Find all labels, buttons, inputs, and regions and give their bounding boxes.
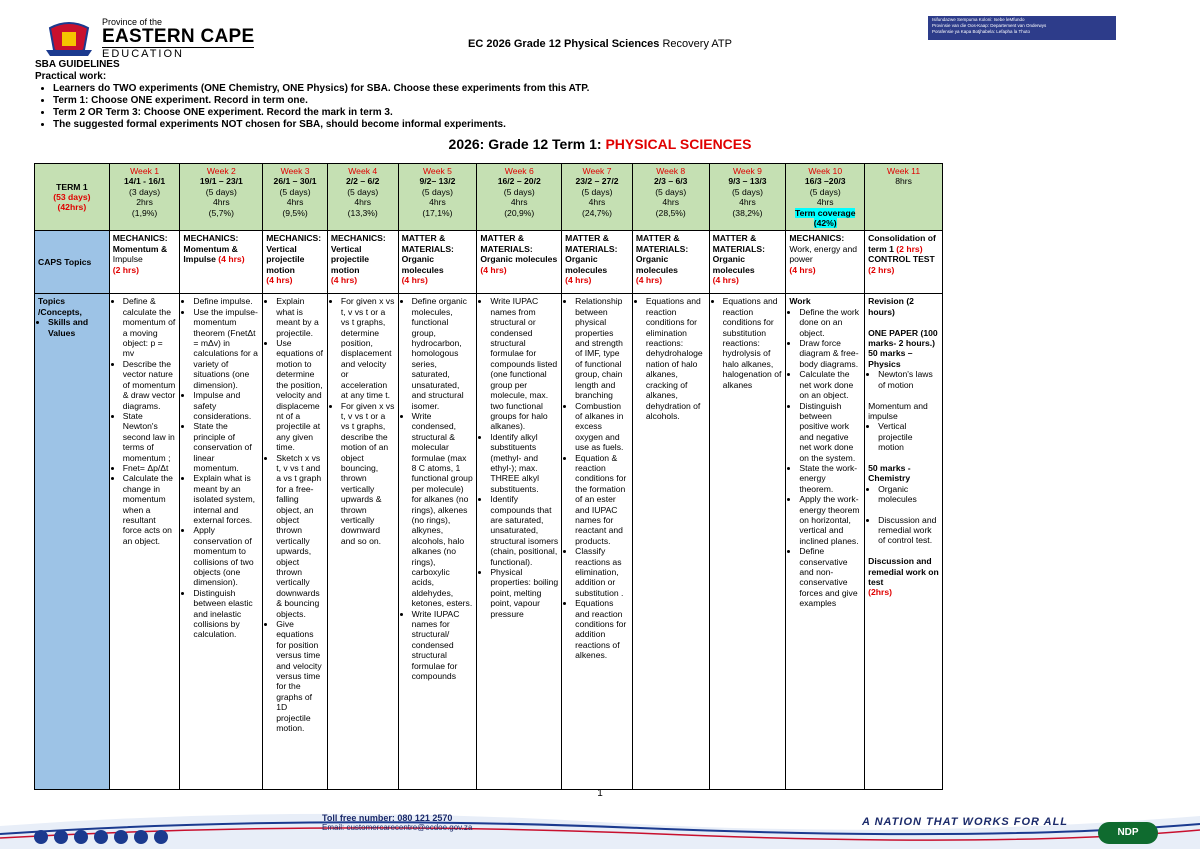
ndp-logo: NDP xyxy=(1098,822,1158,844)
topic-item: • Organic molecules xyxy=(878,484,939,505)
one-paper-label: ONE PAPER (100 marks- 2 hours.) xyxy=(868,327,938,349)
week-pct: (24,7%) xyxy=(581,207,613,218)
week-pct: (20,9%) xyxy=(504,207,535,218)
week-pct: (1,9%) xyxy=(131,207,158,218)
topics-cell-week xyxy=(562,294,633,790)
topic-item: • Relationship between physical properties and strength of IMF, type of functional group, chain length and branching xyxy=(575,296,629,400)
topic-item: • State the principle of conservation of linear momentum. xyxy=(193,421,259,473)
topic-item: • Equations and reaction conditions for addition reactions of alkenes. xyxy=(575,598,629,660)
topic-item: • Write IUPAC names for structural/ condensed structural formulae for compounds xyxy=(412,609,474,682)
nation-slogan: A NATION THAT WORKS FOR ALL xyxy=(862,816,1069,828)
caps-topic-hrs: (4 hrs) xyxy=(215,254,245,265)
week-label: Week 7 xyxy=(582,166,612,176)
x-icon[interactable] xyxy=(154,830,168,844)
term-coverage: Term coverage (42%) xyxy=(794,207,856,229)
document-title xyxy=(0,38,1200,50)
topic-item: • Calculate the net work done on an object. xyxy=(799,369,861,400)
topics-cell-week xyxy=(398,294,477,790)
topic-list xyxy=(480,296,558,619)
topic-item: • Combustion of alkanes in excess oxygen and use as fuels. xyxy=(575,401,629,453)
caps-topic-hrs: (4 hrs) xyxy=(789,264,816,275)
week-hrs: 4hrs xyxy=(212,197,230,208)
topics-cell-week xyxy=(477,294,562,790)
topic-item: • For given x vs t, v vs t or a vs t graphs, describe the motion of an object bouncing, thrown vertically upwards & thrown vertically downward and so on. xyxy=(341,401,395,547)
sba-guidelines xyxy=(35,59,589,131)
discussion-hrs: (2hrs) xyxy=(868,587,892,598)
week-days: (5 days) xyxy=(503,186,535,197)
caps-topic-bold: MATTER & MATERIALS: Organic molecules xyxy=(635,233,689,275)
week-header-cell xyxy=(263,164,328,231)
week-days: (5 days) xyxy=(809,186,841,197)
term-label: TERM 1 xyxy=(56,181,88,192)
week-dates: 9/2– 13/2 xyxy=(419,176,456,187)
topic-item: • Define & calculate the momentum of a moving object: p = mv xyxy=(123,296,177,358)
week-pct: (13,3%) xyxy=(347,207,378,218)
topic-list xyxy=(402,296,474,681)
tiktok-icon[interactable] xyxy=(114,830,128,844)
caps-topic-hrs: (2 hrs) xyxy=(893,243,923,254)
revision-label: Revision (2 hours) xyxy=(868,296,914,317)
caps-topic-hrs: (4 hrs) xyxy=(635,275,663,286)
guideline-item: • Term 1: Choose ONE experiment. Record in term one. xyxy=(53,95,589,107)
week-header-cell xyxy=(327,164,398,231)
document-title-bold: EC 2026 Grade 12 Physical Sciences xyxy=(468,38,660,50)
topic-list xyxy=(868,369,939,390)
caps-topic-hrs: (4 hrs) xyxy=(401,275,428,286)
week-dates: 26/1 – 30/1 xyxy=(273,176,317,187)
topic-list xyxy=(183,296,259,639)
topic-item: • Sketch x vs t, v vs t and a vs t graph for a free-falling object, an object thrown vertically upwards, object thrown vertically downwards & bouncing objects. xyxy=(276,453,324,620)
youtube-icon[interactable] xyxy=(54,830,68,844)
topics-cell-week xyxy=(632,294,709,790)
week-header-cell xyxy=(562,164,633,231)
topics-cell-week xyxy=(180,294,263,790)
topic-item: • Write IUPAC names from structural or condensed structural formulae for compounds listed (one functional group per molecule, max. two functional groups for halo alkanes). xyxy=(490,296,558,431)
week-hrs: 8hrs xyxy=(895,176,912,187)
week-header-cell xyxy=(109,164,180,231)
caps-topics-label: CAPS Topics xyxy=(35,231,110,294)
multilingual-banner xyxy=(928,16,1116,40)
week-days: (5 days) xyxy=(731,186,763,197)
week-label: Week 11 xyxy=(886,166,921,176)
caps-topic-bold: MECHANICS: Momentum & xyxy=(112,233,168,254)
term-cell xyxy=(35,164,110,231)
week-pct: (9,5%) xyxy=(282,207,308,218)
topic-item: • Vertical projectile motion xyxy=(878,421,939,452)
discussion-label: Discussion and remedial work on test xyxy=(868,556,939,587)
page-title xyxy=(0,136,1200,152)
week-days: (5 days) xyxy=(581,186,613,197)
topic-item: • Explain what is meant by a projectile. xyxy=(276,296,324,338)
week-pct: (28,5%) xyxy=(655,207,686,218)
week-dates: 19/1 – 23/1 xyxy=(199,176,243,187)
topic-list xyxy=(713,296,783,390)
banner-line: Isifundazwe Sempuma Koloni: Isebe leMfundo xyxy=(932,17,1025,22)
tollfree-number: Toll free number: 080 121 2570 xyxy=(322,813,453,823)
sba-heading: SBA GUIDELINES xyxy=(35,59,120,70)
caps-topic-cell xyxy=(865,231,943,294)
topic-item: • Classify reactions as elimination, addition or substitution . xyxy=(575,546,629,598)
topic-item: • Equation & reaction conditions for the formation of an ester and IUPAC names for reactant and products. xyxy=(575,453,629,547)
title-black: 2026: Grade 12 Term 1: xyxy=(448,136,606,152)
week-dates: 14/1 - 16/1 xyxy=(124,176,166,187)
momentum-label: Momentum and impulse xyxy=(868,400,928,421)
document-title-rest: Recovery ATP xyxy=(659,38,732,50)
week-hrs: 4hrs xyxy=(739,197,756,208)
week-hrs: 4hrs xyxy=(286,197,304,208)
topic-item: • Discussion and remedial work of control test. xyxy=(878,515,939,546)
banner-line: Provinsie van die Oos-Kaap: Departement van Onderwys xyxy=(932,23,1047,28)
topic-item: • Calculate the change in momentum when a resultant force acts on an object. xyxy=(123,473,177,546)
week-days: (5 days) xyxy=(421,186,453,197)
topic-item: • Define conservative and non-conservative forces and give examples xyxy=(799,546,861,608)
caps-topic-bold: MECHANICS: Momentum & Impulse xyxy=(183,233,239,265)
week-hrs: 4hrs xyxy=(510,197,528,208)
caps-topic-hrs: (4 hrs) xyxy=(330,275,358,286)
week-label: Week 10 xyxy=(808,166,843,176)
week-days: (5 days) xyxy=(655,186,687,197)
guideline-item: • The suggested formal experiments NOT chosen for SBA, should become informal experiments. xyxy=(53,119,589,131)
week-hrs: 4hrs xyxy=(588,197,606,208)
logo-province-text: Province of the xyxy=(102,17,163,27)
topic-item: • Distinguish between elastic and inelastic collisions by calculation. xyxy=(193,588,259,640)
caps-control-hrs: (2 hrs) xyxy=(868,264,895,275)
caps-topic-bold: MATTER & MATERIALS: Organic molecules xyxy=(565,233,618,275)
banner-line: Porafensie ya Kapa Botjhabela: Lefapha la Thuto xyxy=(932,29,1030,34)
topic-item: • Identify alkyl substituents (methyl- and ethyl-); max. THREE alkyl substituents. xyxy=(490,432,558,494)
guideline-item: • Term 2 OR Term 3: Choose ONE experiment. Record the mark in term 3. xyxy=(53,107,589,119)
topic-list xyxy=(789,307,861,609)
caps-topic-bold: MECHANICS: Vertical projectile motion xyxy=(266,233,322,275)
caps-topic-bold: MATTER & MATERIALS: Organic molecules xyxy=(480,233,558,265)
topics-sub-label: • Skills and Values xyxy=(48,317,106,338)
week-days: (3 days) xyxy=(129,186,161,197)
topic-heading: Work xyxy=(789,296,811,307)
week-days: (5 days) xyxy=(279,186,311,197)
caps-topic-cell xyxy=(180,231,263,294)
instagram-icon[interactable] xyxy=(74,830,88,844)
topic-item: • State Newton's second law in terms of momentum ; xyxy=(123,411,177,463)
chemistry-marks: 50 marks - Chemistry xyxy=(868,462,911,484)
caps-topic-hrs: (4 hrs) xyxy=(565,275,592,286)
topics-label-cell xyxy=(35,294,110,790)
topics-cell-week xyxy=(709,294,786,790)
caps-topic-bold: MECHANICS: Vertical projectile motion xyxy=(330,233,386,275)
caps-topic-bold: Consolidation of term 1 xyxy=(868,233,936,254)
caps-topic-normal: Work, energy and power xyxy=(789,243,858,265)
topics-cell-week xyxy=(786,294,865,790)
footer xyxy=(0,808,1200,849)
topic-item: • Newton's laws of motion xyxy=(878,369,939,390)
week-days: (5 days) xyxy=(205,186,237,197)
week-label: Week 1 xyxy=(130,166,160,176)
linkedin-icon[interactable] xyxy=(134,830,148,844)
week-header-cell xyxy=(865,164,943,231)
logo-education-text: EDUCATION xyxy=(102,47,254,60)
week-pct: (38,2%) xyxy=(732,207,763,218)
topics-cell-week xyxy=(865,294,943,790)
topic-item: • Apply conservation of momentum to collisions of two objects (one dimension). xyxy=(193,525,259,587)
week-hrs: 4hrs xyxy=(429,197,446,208)
week-label: Week 2 xyxy=(206,166,236,176)
caps-topic-cell xyxy=(786,231,865,294)
topic-item: • Define impulse. xyxy=(193,296,259,306)
caps-topic-hrs: (2 hrs) xyxy=(112,264,139,275)
guideline-item: • Learners do TWO experiments (ONE Chemistry, ONE Physics) for SBA. Choose these experiments from this ATP. xyxy=(53,83,589,95)
week-header-cell xyxy=(180,164,263,231)
atp-table xyxy=(34,163,943,790)
topic-item: • Apply the work-energy theorem on horizontal, vertical and inclined planes. xyxy=(799,494,861,546)
topic-item: • Explain what is meant by an isolated system, internal and external forces. xyxy=(193,473,259,525)
caps-topic-bold: MATTER & MATERIALS: Organic molecules xyxy=(401,233,454,275)
week-label: Week 5 xyxy=(422,166,452,176)
week-hrs: 2hrs xyxy=(136,197,153,208)
topic-item: • Draw force diagram & free-body diagrams. xyxy=(799,338,861,369)
page-number: 1 xyxy=(597,788,603,799)
topic-item: • Write condensed, structural & molecular formulae (max 8 C atoms, 1 functional group per molecule) for alkanes (no rings), alkenes (no rings), alkynes, alcohols, halo alkanes (no rings), carboxylic acids, aldehydes, ketones, esters. xyxy=(412,411,474,609)
caps-topic-cell xyxy=(263,231,328,294)
title-red: PHYSICAL SCIENCES xyxy=(605,136,752,152)
topic-item: • Impulse and safety considerations. xyxy=(193,390,259,421)
footer-email[interactable]: Email: customercarecentre@ecdoe.gov.za xyxy=(322,823,473,832)
caps-topic-hrs: (4 hrs) xyxy=(712,275,739,286)
topic-item: • Use the impulse-momentum theorem (FnetΔt = mΔv) in calculations for a variety of situations (one dimension). xyxy=(193,307,259,390)
topic-list xyxy=(565,296,629,660)
whatsapp-icon[interactable] xyxy=(34,830,48,844)
week-pct: (17,1%) xyxy=(422,207,453,218)
topic-item: • Equations and reaction conditions for elimination reactions: dehydrohalogenation of halo alkanes, cracking of alkanes, dehydration of alcohols. xyxy=(646,296,706,421)
term-hrs: (42hrs) xyxy=(57,202,87,213)
week-label: Week 8 xyxy=(656,166,686,176)
topic-list xyxy=(266,296,324,733)
topic-item: • Distinguish between positive work and negative net work done on the system. xyxy=(799,401,861,463)
caps-topic-cell xyxy=(632,231,709,294)
topic-item: • Identify compounds that are saturated, unsaturated, structural isomers (chain, positional, functional). xyxy=(490,494,558,567)
facebook-icon[interactable] xyxy=(94,830,108,844)
topics-label: Topics /Concepts, xyxy=(38,296,82,317)
practical-work-label: Practical work: xyxy=(35,71,107,82)
week-hrs: 4hrs xyxy=(662,197,680,208)
week-dates: 9/3 – 13/3 xyxy=(728,176,767,187)
topic-list xyxy=(636,296,706,421)
week-pct: (5,7%) xyxy=(208,207,234,218)
topics-cell-week xyxy=(327,294,398,790)
term-days: (53 days) xyxy=(53,192,91,203)
week-label: Week 9 xyxy=(732,166,762,176)
week-header-cell xyxy=(786,164,865,231)
week-dates: 2/2 – 6/2 xyxy=(345,176,380,187)
topics-cell-week xyxy=(263,294,328,790)
week-header-cell xyxy=(632,164,709,231)
week-label: Week 3 xyxy=(280,166,310,176)
week-dates: 2/3 – 6/3 xyxy=(653,176,688,187)
week-header-cell xyxy=(477,164,562,231)
week-label: Week 4 xyxy=(348,166,378,176)
week-dates: 23/2 – 27/2 xyxy=(575,176,619,187)
topic-item: • Give equations for position versus time and velocity versus time for the graphs of 1D projectile motion. xyxy=(276,619,324,733)
topic-list xyxy=(868,421,939,452)
week-label: Week 6 xyxy=(504,166,534,176)
topic-item: • Fnet= Δp/Δt xyxy=(123,463,177,473)
caps-topic-cell xyxy=(398,231,477,294)
caps-topic-cell xyxy=(109,231,180,294)
topic-item: • Describe the vector nature of momentum & draw vector diagrams. xyxy=(123,359,177,411)
caps-topic-bold: MECHANICS: xyxy=(789,233,845,244)
caps-topic-normal: Impulse xyxy=(112,254,143,265)
week-hrs: 4hrs xyxy=(816,197,834,208)
week-dates: 16/3 –20/3 xyxy=(804,176,846,187)
topic-list xyxy=(331,296,395,546)
week-hrs: 4hrs xyxy=(354,197,372,208)
week-header-cell xyxy=(709,164,786,231)
topic-item: • State the work-energy theorem. xyxy=(799,463,861,494)
topics-cell-week xyxy=(109,294,180,790)
topic-item: • Define organic molecules, functional group, hydrocarbon, homologous series, saturated, unsaturated, and structural isomer. xyxy=(412,296,474,410)
caps-topic-cell xyxy=(709,231,786,294)
social-icons xyxy=(34,830,168,844)
caps-topic-hrs: (4 hrs) xyxy=(266,275,293,286)
topic-item: • For given x vs t, v vs t or a vs t graphs, determine position, displacement and velocity or acceleration at any time t. xyxy=(341,296,395,400)
topic-item: • Use equations of motion to determine the position, velocity and displacement of a projectile at any given time. xyxy=(276,338,324,452)
physics-marks: 50 marks – Physics xyxy=(868,348,913,369)
topic-list xyxy=(113,296,177,546)
caps-control-test: CONTROL TEST xyxy=(868,254,935,265)
footer-wave-graphic xyxy=(0,808,1200,849)
topic-list xyxy=(868,484,939,546)
week-days: (5 days) xyxy=(347,186,379,197)
caps-topic-cell xyxy=(327,231,398,294)
caps-topic-bold: MATTER & MATERIALS: Organic molecules xyxy=(712,233,765,275)
topic-item: • Define the work done on an object. xyxy=(799,307,861,338)
caps-topic-hrs: (4 hrs) xyxy=(480,264,507,275)
topic-item: • Equations and reaction conditions for substitution reactions: hydrolysis of halo alkanes, halogenation of alkanes xyxy=(723,296,783,390)
logo-eastern-cape-text: EASTERN CAPE xyxy=(102,26,255,47)
week-header-cell xyxy=(398,164,477,231)
week-dates: 16/2 – 20/2 xyxy=(497,176,541,187)
caps-topic-cell xyxy=(477,231,562,294)
caps-topic-cell xyxy=(562,231,633,294)
topic-item: • Physical properties: boiling point, melting point, vapour pressure xyxy=(490,567,558,619)
